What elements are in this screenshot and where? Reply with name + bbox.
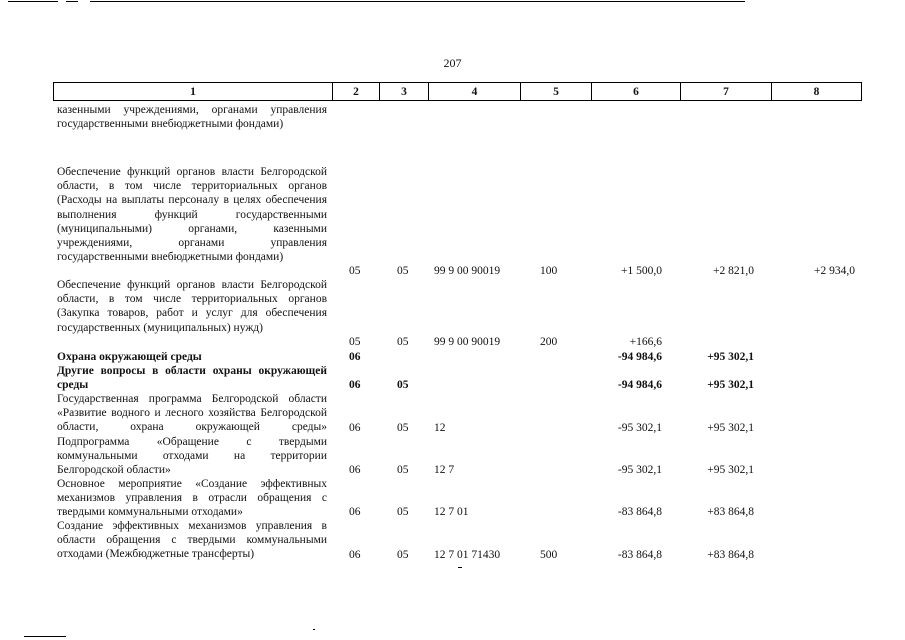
cell-amount-7: +95 302,1 xyxy=(707,379,754,391)
page-number: 207 xyxy=(443,56,462,70)
table-row xyxy=(0,335,905,349)
header-col-7: 7 xyxy=(681,83,772,101)
table-row xyxy=(0,264,905,278)
table-row xyxy=(0,421,905,435)
header-col-3: 3 xyxy=(380,83,429,101)
cell-amount-7: +95 302,1 xyxy=(707,422,754,434)
cell-section: 05 xyxy=(349,265,361,277)
cell-amount-6: -94 984,6 xyxy=(617,351,662,363)
cell-subsection: 05 xyxy=(397,549,409,561)
cell-subsection: 05 xyxy=(397,422,409,434)
table-row xyxy=(0,350,905,364)
row-text-environment: Охрана окружающей среды xyxy=(57,351,202,363)
cell-expense-type: 500 xyxy=(540,549,558,561)
cell-target-code: 99 9 00 90019 xyxy=(434,336,501,348)
cell-subsection: 05 xyxy=(397,506,409,518)
cell-target-code: 12 7 01 71430 xyxy=(434,549,501,561)
cell-section: 06 xyxy=(349,351,361,363)
top-rule-mid xyxy=(66,1,78,2)
scan-mark xyxy=(313,629,315,630)
row-text-main-activity: Основное мероприятие «Создание эффективных механизмов управления в отрасли обращения с твердыми коммунальными отходами» xyxy=(57,478,327,519)
column-header-table xyxy=(53,82,862,101)
table-row xyxy=(0,463,905,477)
header-col-6: 6 xyxy=(592,83,681,101)
header-col-2: 2 xyxy=(333,83,380,101)
cell-amount-7: +83 864,8 xyxy=(707,549,754,561)
cell-section: 06 xyxy=(349,549,361,561)
header-col-8: 8 xyxy=(772,83,862,101)
header-col-1: 1 xyxy=(54,83,333,101)
row-text-functions-personnel: Обеспечение функций органов власти Белгородской области, в том числе территориальных органов (Расходы на выплаты персоналу в целях обеспечения выполнения функций государственными (муниципальными) органами, казенными учреждениями, органами управления государственными внебюджетными фондами) xyxy=(57,166,327,264)
row-text-state-program: Государственная программа Белгородской области «Развитие водного и лесного хозяйства Белгородской области, охрана окружающей среды» xyxy=(57,393,327,434)
scan-mark xyxy=(458,567,462,568)
cell-section: 06 xyxy=(349,422,361,434)
table-row xyxy=(0,548,905,562)
row-text-transfers: Создание эффективных механизмов управления в области обращения с твердыми коммунальными отходами (Межбюджетные трансферты) xyxy=(57,520,327,561)
cell-subsection: 05 xyxy=(397,464,409,476)
row-text-continuation: казенными учреждениями, органами управления государственными внебюджетными фондами) xyxy=(57,104,327,131)
footnote-rule xyxy=(24,636,66,637)
cell-section: 06 xyxy=(349,464,361,476)
header-col-4: 4 xyxy=(429,83,521,101)
cell-amount-6: -95 302,1 xyxy=(617,464,662,476)
cell-amount-6: -94 984,6 xyxy=(617,379,662,391)
header-row xyxy=(54,83,862,101)
cell-target-code: 12 xyxy=(434,422,446,434)
table-row xyxy=(0,378,905,392)
row-text-subprogram: Подпрограмма «Обращение с твердыми коммунальными отходами на территории Белгородской области» xyxy=(57,436,327,477)
cell-amount-7: +2 821,0 xyxy=(713,265,754,277)
cell-subsection: 05 xyxy=(397,336,409,348)
cell-section: 06 xyxy=(349,379,361,391)
row-text-environment-other: Другие вопросы в области охраны окружающей среды xyxy=(57,365,327,392)
cell-expense-type: 200 xyxy=(540,336,558,348)
cell-amount-6: -83 864,8 xyxy=(617,549,662,561)
row-text-functions-procurement: Обеспечение функций органов власти Белгородской области, в том числе территориальных органов (Закупка товаров, работ и услуг для обеспечения государственных (муниципальных) нужд) xyxy=(57,279,327,334)
cell-expense-type: 100 xyxy=(540,265,558,277)
cell-amount-7: +83 864,8 xyxy=(707,506,754,518)
cell-target-code: 12 7 xyxy=(434,464,455,476)
cell-section: 05 xyxy=(349,336,361,348)
cell-amount-8: +2 934,0 xyxy=(814,265,855,277)
cell-amount-6: -95 302,1 xyxy=(617,422,662,434)
cell-target-code: 99 9 00 90019 xyxy=(434,265,501,277)
cell-amount-6: -83 864,8 xyxy=(617,506,662,518)
header-col-5: 5 xyxy=(521,83,592,101)
cell-amount-6: +1 500,0 xyxy=(621,265,662,277)
top-rule-left xyxy=(8,1,58,2)
cell-amount-7: +95 302,1 xyxy=(707,351,754,363)
cell-subsection: 05 xyxy=(397,379,409,391)
cell-amount-7: +95 302,1 xyxy=(707,464,754,476)
cell-target-code: 12 7 01 xyxy=(434,506,469,518)
table-row xyxy=(0,505,905,519)
cell-amount-6: +166,6 xyxy=(629,336,662,348)
cell-section: 06 xyxy=(349,506,361,518)
top-rule-main xyxy=(90,1,745,2)
cell-subsection: 05 xyxy=(397,265,409,277)
